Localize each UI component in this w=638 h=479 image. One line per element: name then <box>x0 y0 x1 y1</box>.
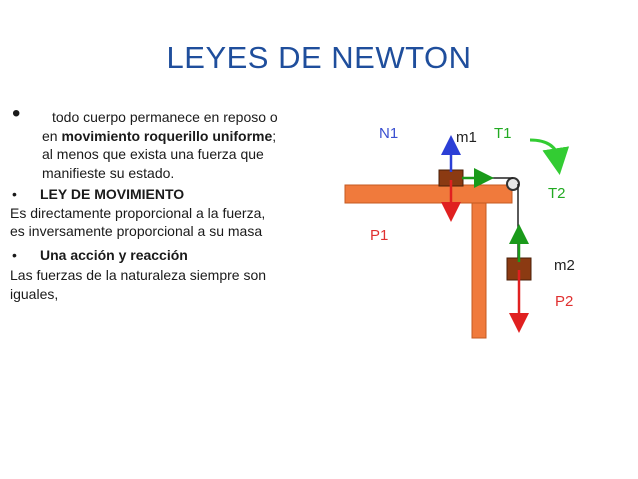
label-t2: T2 <box>548 185 566 202</box>
bullet-icon: • <box>12 186 17 202</box>
pulley-icon <box>507 178 519 190</box>
law2-line2: es inversamente proporcional a su masa <box>10 223 263 239</box>
label-n1: N1 <box>379 125 399 142</box>
label-p1: P1 <box>370 227 389 244</box>
label-p2: P2 <box>555 293 574 310</box>
label-t1: T1 <box>494 125 512 142</box>
label-m2: m2 <box>554 257 575 274</box>
law1-bold-phrase: movimiento roquerillo uniforme <box>61 127 273 144</box>
law1-line4: manifieste su estado. <box>42 164 175 181</box>
slide-title: LEYES DE NEWTON <box>166 40 472 75</box>
bullet-icon: • <box>12 246 17 263</box>
law3-heading: Una acción y reacción <box>40 246 188 263</box>
law1-line3: al menos que exista una fuerza que <box>42 146 264 162</box>
table-leg <box>472 203 486 338</box>
rotation-arrow-icon <box>530 140 559 160</box>
table-top <box>345 185 512 203</box>
law1-line1: todo cuerpo permanece en reposo o <box>52 109 278 125</box>
law1-line2: en movimiento roquerillo uniforme; <box>42 127 277 144</box>
law2-line1: Es directamente proporcional a la fuerza, <box>10 204 266 221</box>
law2-heading: LEY DE MOVIMIENTO <box>40 186 185 202</box>
label-m1: m1 <box>456 129 477 146</box>
law3-line2: iguales, <box>10 285 59 302</box>
bullet-icon: • <box>12 100 21 127</box>
law3-line1: Las fuerzas de la naturaleza siempre son <box>10 267 267 283</box>
